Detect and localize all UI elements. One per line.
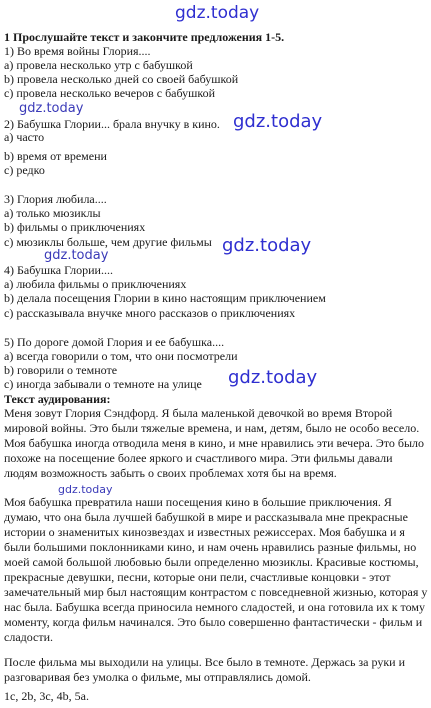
question-4-option-c: c) рассказывала внучке много рассказов о приключениях (4, 306, 296, 320)
question-4-stem: 4) Бабушка Глории.... (4, 263, 113, 277)
question-1-option-a: a) провела несколько утр с бабушкой (4, 58, 193, 72)
question-1-stem: 1) Во время войны Глория.... (4, 44, 151, 58)
question-5-option-b: b) говорили о темноте (4, 363, 118, 377)
question-1-option-b: b) провела несколько дней со своей бабушкой (4, 72, 239, 86)
question-2-option-b: b) время от времени (4, 149, 107, 163)
watermark: gdz.today (233, 111, 323, 132)
transcript-paragraph-1: Меня зовут Глория Сэндфорд. Я была маленькой девочкой во время Второй мировой войны. Это были тяжелые времена, и нам, детям, было не особо весело. Моя бабушка иногда отводила меня в кино, и мне нравились эти вечера. Это было похоже на посещение более яркого и счастливого мира. Эти фильмы давали людям возможность забыть о своих проблемах хотя бы на время. (4, 406, 425, 480)
answer-key: 1c, 2b, 3c, 4b, 5a. (4, 689, 89, 703)
question-5-stem: 5) По дороге домой Глория и ее бабушка.... (4, 335, 225, 349)
question-4-option-b: b) делала посещения Глории в кино настоящим приключением (4, 291, 326, 305)
watermark: gdz.today (222, 235, 312, 256)
transcript-title: Текст аудирования: (4, 392, 111, 406)
transcript-paragraph-2: Моя бабушка превратила наши посещения кино в большие приключения. Я думаю, что она была лучшей бабушкой в мире и рассказывала мне прекрасные истории о знаменитых кинозвездах и известных режиссерах. Моя бабушка и я были большими поклонниками кино, и нам очень нравились разные фильмы, но моей самой большой любовью были определенно мюзиклы. Красивые костюмы, прекрасные девушки, песни, которые они пели, счастливые концовки - этот замечательный мир был настоящим контрастом с повседневной жизнью, которая у нас была. Бабушка всегда приносила немного сладостей, и она готовила их к тому моменту, когда фильм начинался. Это было совершенно фантастически - фильм и сладости. (4, 495, 428, 644)
question-5-option-a: а) всегда говорили о том, что они посмотрели (4, 349, 238, 363)
watermark: gdz.today (19, 101, 84, 116)
question-4-option-a: а) любила фильмы о приключениях (4, 277, 187, 291)
exercise-heading: 1 Прослушайте текст и закончите предложения 1-5. (4, 30, 285, 44)
question-3-option-a: а) только мюзиклы (4, 206, 101, 220)
question-2-option-c: c) редко (4, 163, 45, 177)
question-3-stem: 3) Глория любила.... (4, 192, 107, 206)
question-1-option-c: c) провела несколько вечеров с бабушкой (4, 86, 216, 100)
transcript-paragraph-3: После фильма мы выходили на улицы. Все было в темноте. Держась за руки и разговаривая без умолка о фильме, мы отправлялись домой. (4, 655, 406, 684)
watermark: gdz.today (228, 367, 318, 388)
question-3-option-b: b) фильмы о приключениях (4, 220, 146, 234)
question-2-stem: 2) Бабушка Глории... брала внучку в кино. (4, 117, 220, 131)
watermark: gdz.today (44, 248, 109, 263)
watermark-top: gdz.today (175, 3, 260, 23)
watermark: gdz.today (58, 483, 113, 496)
question-2-option-a: а) часто (4, 130, 45, 144)
question-5-option-c: c) иногда забывали о темноте на улице (4, 377, 202, 391)
question-3-option-c: c) мюзиклы больше, чем другие фильмы (4, 235, 212, 249)
